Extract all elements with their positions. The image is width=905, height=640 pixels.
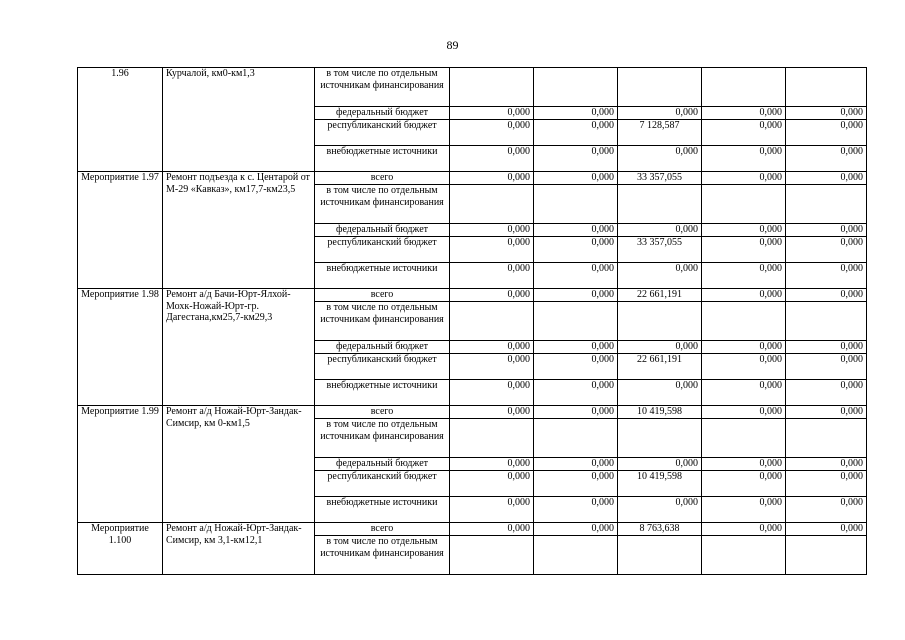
funding-source: республиканский бюджет <box>315 354 450 380</box>
amount-cell: 0,000 <box>786 380 867 406</box>
amount-cell: 0,000 <box>786 237 867 263</box>
amount-cell: 0,000 <box>702 107 786 120</box>
amount-cell: 0,000 <box>702 237 786 263</box>
amount-cell: 0,000 <box>450 497 534 523</box>
amount-cell: 22 661,191 <box>618 354 702 380</box>
amount-cell: 0,000 <box>702 497 786 523</box>
amount-cell: 0,000 <box>450 523 534 536</box>
measure-id: 1.96 <box>78 68 163 172</box>
funding-source: в том числе по отдельным источникам финансирования <box>315 419 450 458</box>
amount-cell: 0,000 <box>786 263 867 289</box>
amount-cell: 0,000 <box>450 120 534 146</box>
funding-source: республиканский бюджет <box>315 120 450 146</box>
amount-cell: 0,000 <box>618 263 702 289</box>
amount-cell: 0,000 <box>702 224 786 237</box>
amount-cell: 0,000 <box>450 107 534 120</box>
amount-cell <box>786 185 867 224</box>
amount-cell <box>702 68 786 107</box>
amount-cell: 0,000 <box>618 458 702 471</box>
amount-cell: 0,000 <box>534 471 618 497</box>
amount-cell: 0,000 <box>786 406 867 419</box>
amount-cell: 0,000 <box>618 107 702 120</box>
amount-cell: 0,000 <box>450 341 534 354</box>
funding-source: внебюджетные источники <box>315 497 450 523</box>
amount-cell: 7 128,587 <box>618 120 702 146</box>
amount-cell <box>618 302 702 341</box>
funding-source: всего <box>315 523 450 536</box>
amount-cell <box>450 536 534 575</box>
amount-cell <box>702 185 786 224</box>
table-row <box>78 172 867 185</box>
amount-cell: 0,000 <box>534 341 618 354</box>
amount-cell: 10 419,598 <box>618 406 702 419</box>
amount-cell: 0,000 <box>786 172 867 185</box>
funding-source: всего <box>315 406 450 419</box>
funding-source: федеральный бюджет <box>315 341 450 354</box>
amount-cell: 0,000 <box>786 146 867 172</box>
funding-source: всего <box>315 172 450 185</box>
measure-id: Мероприятие 1.99 <box>78 406 163 523</box>
funding-source: федеральный бюджет <box>315 107 450 120</box>
funding-source: республиканский бюджет <box>315 237 450 263</box>
amount-cell <box>534 419 618 458</box>
amount-cell: 0,000 <box>702 120 786 146</box>
amount-cell: 0,000 <box>702 263 786 289</box>
amount-cell: 0,000 <box>450 237 534 263</box>
amount-cell <box>450 68 534 107</box>
amount-cell <box>786 302 867 341</box>
amount-cell: 0,000 <box>534 107 618 120</box>
amount-cell: 0,000 <box>786 224 867 237</box>
amount-cell <box>534 68 618 107</box>
amount-cell: 0,000 <box>702 380 786 406</box>
amount-cell: 0,000 <box>534 120 618 146</box>
amount-cell <box>618 536 702 575</box>
amount-cell: 0,000 <box>702 523 786 536</box>
amount-cell: 0,000 <box>534 523 618 536</box>
table-row <box>78 406 867 419</box>
amount-cell: 0,000 <box>450 471 534 497</box>
funding-source: внебюджетные источники <box>315 380 450 406</box>
amount-cell: 0,000 <box>534 263 618 289</box>
amount-cell: 0,000 <box>534 406 618 419</box>
amount-cell <box>618 419 702 458</box>
amount-cell: 0,000 <box>618 341 702 354</box>
amount-cell <box>534 302 618 341</box>
table-row <box>78 68 867 107</box>
amount-cell: 0,000 <box>534 237 618 263</box>
funding-source: федеральный бюджет <box>315 458 450 471</box>
amount-cell: 0,000 <box>534 172 618 185</box>
funding-source: в том числе по отдельным источникам финансирования <box>315 68 450 107</box>
amount-cell: 0,000 <box>702 146 786 172</box>
amount-cell: 0,000 <box>786 107 867 120</box>
amount-cell: 0,000 <box>450 406 534 419</box>
amount-cell: 0,000 <box>786 523 867 536</box>
amount-cell: 0,000 <box>618 497 702 523</box>
table-row <box>78 523 867 536</box>
amount-cell: 0,000 <box>702 471 786 497</box>
funding-source: внебюджетные источники <box>315 263 450 289</box>
amount-cell: 33 357,055 <box>618 172 702 185</box>
funding-source: в том числе по отдельным источникам финансирования <box>315 536 450 575</box>
amount-cell <box>450 419 534 458</box>
amount-cell: 0,000 <box>450 458 534 471</box>
amount-cell <box>702 536 786 575</box>
amount-cell: 0,000 <box>702 172 786 185</box>
amount-cell: 0,000 <box>786 341 867 354</box>
amount-cell <box>618 185 702 224</box>
amount-cell: 8 763,638 <box>618 523 702 536</box>
amount-cell: 0,000 <box>618 380 702 406</box>
funding-source: федеральный бюджет <box>315 224 450 237</box>
amount-cell: 0,000 <box>534 224 618 237</box>
amount-cell: 0,000 <box>534 497 618 523</box>
amount-cell <box>786 536 867 575</box>
amount-cell: 0,000 <box>618 146 702 172</box>
amount-cell: 0,000 <box>450 354 534 380</box>
measure-name: Ремонт а/д Ножай-Юрт-Зандак-Симсир, км 0-км1,5 <box>163 406 315 523</box>
amount-cell: 0,000 <box>702 289 786 302</box>
measure-id: Мероприятие 1.98 <box>78 289 163 406</box>
amount-cell <box>702 419 786 458</box>
amount-cell <box>618 68 702 107</box>
amount-cell: 0,000 <box>618 224 702 237</box>
amount-cell: 0,000 <box>702 458 786 471</box>
amount-cell: 0,000 <box>450 380 534 406</box>
measure-name: Ремонт а/д Ножай-Юрт-Зандак-Симсир, км 3,1-км12,1 <box>163 523 315 575</box>
table-row <box>78 289 867 302</box>
amount-cell: 10 419,598 <box>618 471 702 497</box>
amount-cell: 33 357,055 <box>618 237 702 263</box>
funding-source: в том числе по отдельным источникам финансирования <box>315 302 450 341</box>
amount-cell: 0,000 <box>786 354 867 380</box>
amount-cell: 0,000 <box>786 289 867 302</box>
amount-cell: 0,000 <box>786 120 867 146</box>
funding-source: всего <box>315 289 450 302</box>
amount-cell: 0,000 <box>786 471 867 497</box>
amount-cell: 0,000 <box>786 458 867 471</box>
page-number: 89 <box>446 38 459 52</box>
amount-cell <box>534 185 618 224</box>
amount-cell <box>534 536 618 575</box>
amount-cell: 0,000 <box>450 172 534 185</box>
funding-source: в том числе по отдельным источникам финансирования <box>315 185 450 224</box>
amount-cell <box>786 419 867 458</box>
amount-cell <box>450 302 534 341</box>
measure-id: Мероприятие 1.100 <box>78 523 163 575</box>
amount-cell: 0,000 <box>702 341 786 354</box>
amount-cell: 22 661,191 <box>618 289 702 302</box>
amount-cell: 0,000 <box>702 354 786 380</box>
amount-cell: 0,000 <box>534 146 618 172</box>
table-body <box>78 68 867 575</box>
amount-cell: 0,000 <box>534 380 618 406</box>
amount-cell <box>786 68 867 107</box>
amount-cell: 0,000 <box>450 146 534 172</box>
budget-table <box>77 67 867 575</box>
amount-cell: 0,000 <box>534 289 618 302</box>
amount-cell: 0,000 <box>702 406 786 419</box>
measure-name: Курчалой, км0-км1,3 <box>163 68 315 172</box>
amount-cell: 0,000 <box>450 224 534 237</box>
funding-source: внебюджетные источники <box>315 146 450 172</box>
measure-name: Ремонт подъезда к с. Центарой от М-29 «Кавказ», км17,7-км23,5 <box>163 172 315 289</box>
measure-id: Мероприятие 1.97 <box>78 172 163 289</box>
amount-cell: 0,000 <box>450 289 534 302</box>
amount-cell: 0,000 <box>450 263 534 289</box>
amount-cell <box>702 302 786 341</box>
amount-cell: 0,000 <box>534 354 618 380</box>
measure-name: Ремонт а/д Бачи-Юрт-Ялхой-Мохк-Ножай-Юрт-гр. Дагестана,км25,7-км29,3 <box>163 289 315 406</box>
amount-cell <box>450 185 534 224</box>
amount-cell: 0,000 <box>786 497 867 523</box>
amount-cell: 0,000 <box>534 458 618 471</box>
funding-source: республиканский бюджет <box>315 471 450 497</box>
